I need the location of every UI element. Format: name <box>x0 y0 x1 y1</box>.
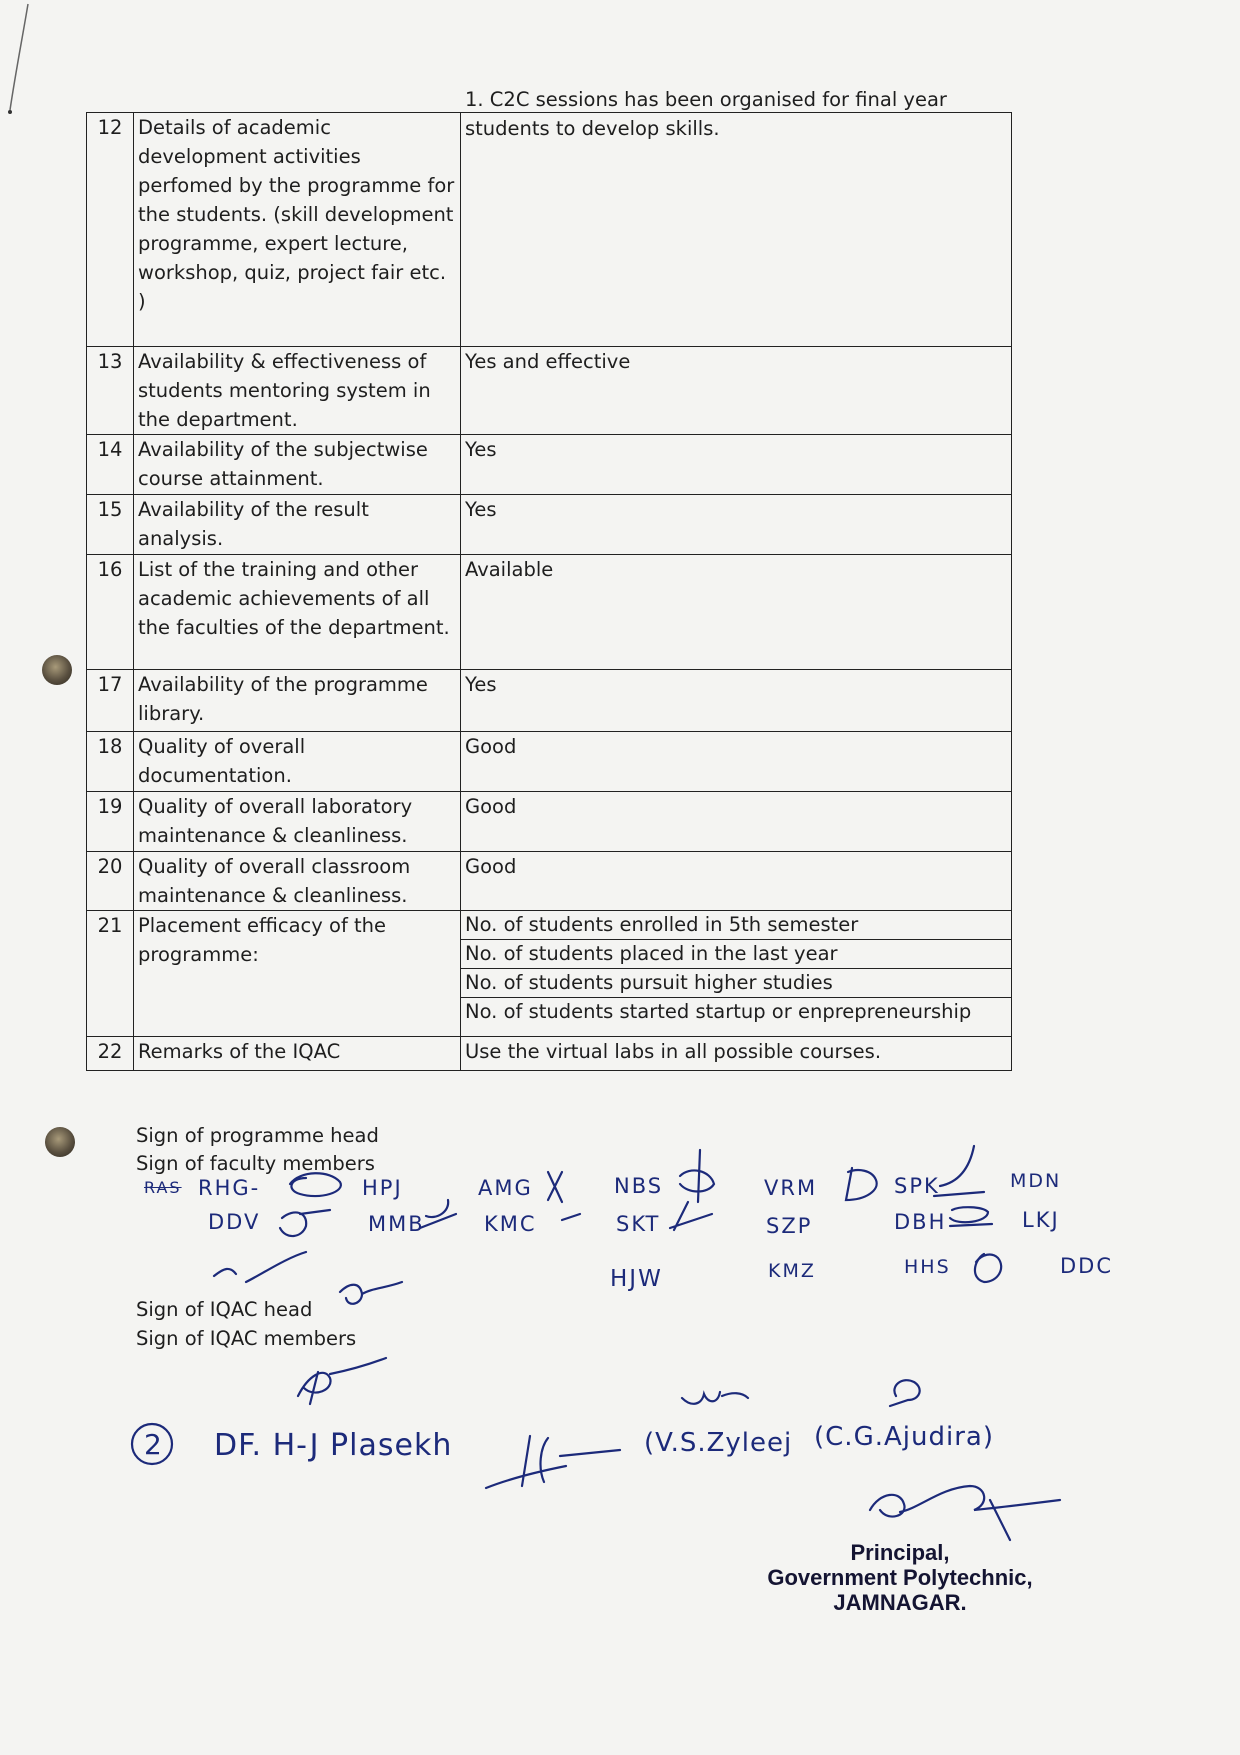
row-number: 21 <box>87 911 134 1037</box>
handwritten-initials: LKJ <box>1022 1208 1060 1232</box>
row-question: List of the training and other academic achievements of all the faculties of the department. <box>134 555 461 670</box>
handwritten-initials: AMG <box>478 1176 533 1200</box>
programme-head-sign-label: Sign of programme head <box>136 1124 379 1147</box>
row-number: 12 <box>87 113 134 347</box>
handwritten-initials: NBS <box>614 1174 664 1198</box>
stamp-line: JAMNAGAR. <box>833 1590 967 1615</box>
row-question: Quality of overall laboratory maintenance & cleanliness. <box>134 792 461 852</box>
sub-answer: No. of students placed in the last year <box>461 940 1011 969</box>
row-answer: Yes <box>461 670 1012 732</box>
row-question: Availability of the programme library. <box>134 670 461 732</box>
handwritten-initials: KMZ <box>768 1260 816 1282</box>
handwritten-initials: RHG- <box>198 1176 261 1200</box>
handwritten-initials: KMC <box>484 1212 537 1236</box>
handwritten-initials: DDC <box>1060 1254 1114 1278</box>
stamp-line: Principal, <box>850 1540 950 1565</box>
handwritten-name: (C.G.Ajudira) <box>814 1422 994 1452</box>
handwritten-initials: SZP <box>766 1214 813 1238</box>
row-question: Quality of overall documentation. <box>134 732 461 792</box>
row-answer-text: 1. C2C sessions has been organised for final year students to develop skills. <box>465 88 947 140</box>
row-question: Quality of overall classroom maintenance & cleanliness. <box>134 852 461 911</box>
row-question: Remarks of the IQAC <box>134 1037 461 1071</box>
sub-answer: No. of students enrolled in 5th semester <box>461 911 1011 940</box>
row-answer: Available <box>461 555 1012 670</box>
row-number: 20 <box>87 852 134 911</box>
row-number: 19 <box>87 792 134 852</box>
handwritten-name: DF. H-J Plasekh <box>214 1428 453 1463</box>
handwritten-initials: HPJ <box>362 1176 403 1200</box>
row-number: 13 <box>87 347 134 435</box>
sub-answer: No. of students pursuit higher studies <box>461 969 1011 998</box>
row-question: Availability & effectiveness of students mentoring system in the department. <box>134 347 461 435</box>
circled-number: 2 <box>144 1428 164 1461</box>
row-number: 18 <box>87 732 134 792</box>
row-number: 22 <box>87 1037 134 1071</box>
handwritten-initials: MDN <box>1010 1170 1062 1192</box>
row-question: Availability of the result analysis. <box>134 495 461 555</box>
handwritten-initials: RAS <box>144 1178 182 1197</box>
handwritten-initials: HHS <box>904 1256 951 1278</box>
row-answer: Yes and effective <box>461 347 1012 435</box>
principal-stamp <box>700 1540 1100 1615</box>
row-answer: Use the virtual labs in all possible courses. <box>461 1037 1012 1071</box>
stamp-line: Government Polytechnic, <box>767 1565 1033 1590</box>
iqac-members-sign-label: Sign of IQAC members <box>136 1327 357 1350</box>
handwritten-initials: HJW <box>610 1266 663 1292</box>
handwritten-initials: MMB <box>368 1212 425 1236</box>
handwritten-name: (V.S.Zyleej <box>644 1428 793 1458</box>
iqac-head-sign-label: Sign of IQAC head <box>136 1298 313 1321</box>
row-number: 17 <box>87 670 134 732</box>
row-number: 15 <box>87 495 134 555</box>
row-answer: Yes <box>461 435 1012 495</box>
row-answer: Good <box>461 852 1012 911</box>
faculty-sign-label: Sign of faculty members <box>136 1152 375 1175</box>
row-question: Details of academic development activities perfomed by the programme for the students. (skill development programme, expert lecture, workshop, quiz, project fair etc. ) <box>134 113 461 347</box>
row-number: 14 <box>87 435 134 495</box>
sub-answer: No. of students started startup or enprepreneurship <box>465 1000 972 1023</box>
row-question: Placement efficacy of the programme: <box>134 911 461 1037</box>
row-number: 16 <box>87 555 134 670</box>
handwritten-initials: VRM <box>764 1176 818 1200</box>
handwritten-initials: SKT <box>616 1212 661 1236</box>
row-answer: Good <box>461 792 1012 852</box>
row-question: Availability of the subjectwise course attainment. <box>134 435 461 495</box>
handwritten-initials: SPK <box>894 1174 940 1198</box>
row-answer: Good <box>461 732 1012 792</box>
handwritten-initials: DDV <box>208 1210 261 1234</box>
row-answer: Yes <box>461 495 1012 555</box>
handwritten-initials: DBH <box>894 1210 947 1234</box>
